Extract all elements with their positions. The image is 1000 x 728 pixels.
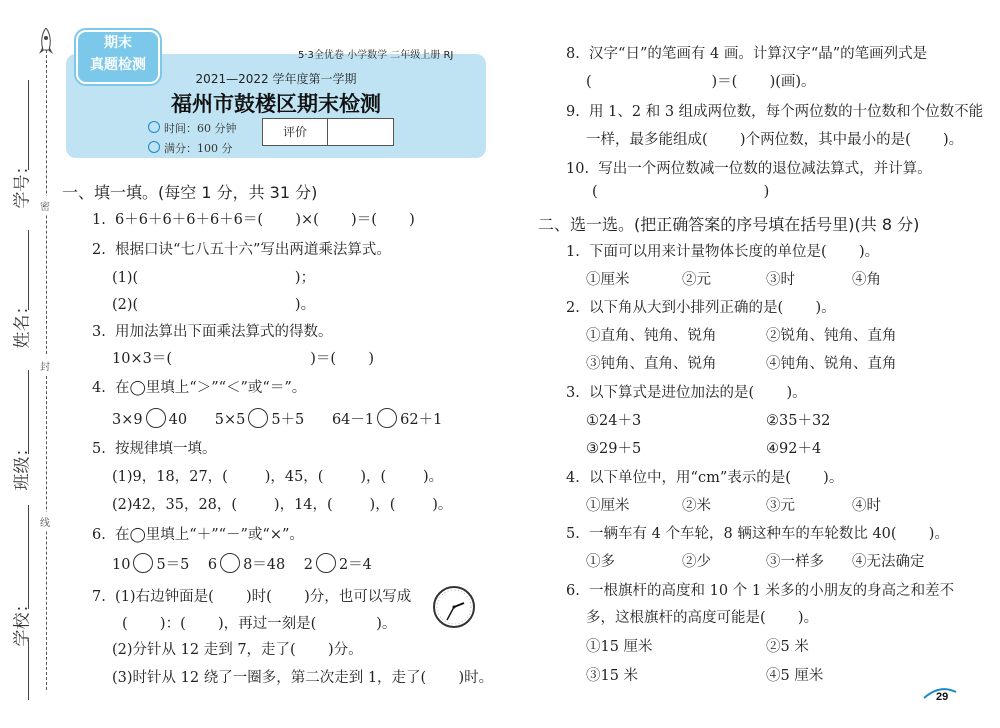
- name-label: 姓名：: [12, 297, 33, 349]
- question-6: 6. 在◯里填上“＋”“－”或“×”。: [92, 527, 304, 543]
- score-text: 满分：100 分: [164, 142, 233, 155]
- section-2-title: 二、选一选。(把正确答案的序号填在括号里)(共 8 分): [538, 215, 920, 234]
- choice-3-option-c: ③29＋5: [586, 441, 642, 457]
- evaluation-blank[interactable]: [328, 119, 393, 145]
- choice-6-option-c: ③15 米: [586, 668, 639, 684]
- choice-1-option-c: ③时: [766, 272, 795, 288]
- clock-icon: [148, 121, 160, 133]
- school-line: [28, 505, 29, 609]
- question-7-part-2: (2)分针从 12 走到 7，走了( )分。: [112, 642, 363, 658]
- q4-item-1-left: 3×9: [112, 412, 143, 428]
- choice-1-option-a: ①厘米: [586, 272, 630, 288]
- question-8-answer: ( )＝( )(画)。: [586, 74, 816, 90]
- choice-1-option-b: ②元: [682, 272, 711, 288]
- choice-4-option-d: ④时: [852, 498, 881, 514]
- q6-item-2-right: 8＝48: [243, 557, 286, 573]
- choice-2-option-d: ④钝角、锐角、直角: [766, 356, 897, 372]
- choice-2: 2. 以下角从大到小排列正确的是( )。: [566, 300, 836, 316]
- question-10-answer: ( ): [592, 184, 770, 200]
- choice-2-option-c: ③钝角、直角、锐角: [586, 356, 717, 372]
- clock-face-image: [432, 585, 476, 629]
- question-7-part-3: (3)时针从 12 绕了一圈多，第二次走到 1，走了( )时。: [112, 670, 494, 686]
- q6-item-3-right: 2＝4: [338, 557, 372, 573]
- school-line-2: [28, 640, 29, 700]
- choice-2-option-b: ②锐角、钝角、直角: [766, 328, 897, 344]
- q4-item-3-left: 64－1: [331, 412, 375, 428]
- exam-title: 福州市鼓楼区期末检测: [171, 92, 381, 116]
- question-9: 9. 用 1、2 和 3 组成两位数，每个两位数的十位数和个位数不能: [566, 104, 984, 120]
- answer-circle[interactable]: [316, 553, 336, 573]
- class-label: 班级：: [12, 439, 33, 491]
- choice-6-option-d: ④5 厘米: [766, 668, 824, 684]
- question-2-part-1: (1)( )；: [112, 270, 316, 286]
- question-5-part-1: (1)9，18，27，( )，45，( )，( )。: [112, 469, 444, 485]
- question-2-part-2: (2)( )。: [112, 297, 316, 313]
- choice-1: 1. 下面可以用来计量物体长度的单位是( )。: [566, 244, 880, 260]
- choice-5-option-c: ③一样多: [766, 554, 824, 570]
- seal-xian: 线: [40, 512, 50, 531]
- question-5: 5. 按规律填一填。: [92, 441, 217, 457]
- time-info: [148, 120, 237, 136]
- binding-margin: [0, 0, 70, 728]
- seal-feng: 封: [40, 356, 50, 375]
- time-text: 时间：60 分钟: [164, 122, 237, 135]
- q4-item-2-right: 5＋5: [271, 412, 305, 428]
- student-no-label: 学号：: [12, 157, 33, 209]
- question-1: 1. 6＋6＋6＋6＋6＋6＝( )×( )＝( ): [92, 212, 415, 228]
- choice-6: 6. 一根旗杆的高度和 10 个 1 米多的小朋友的身高之和差不: [566, 583, 955, 599]
- question-4: 4. 在◯里填上“＞”“＜”或“＝”。: [92, 380, 307, 396]
- badge-line-2: 真题检测: [90, 57, 146, 73]
- choice-1-option-d: ④角: [852, 272, 881, 288]
- check-icon: [148, 141, 160, 153]
- choice-4-option-a: ①厘米: [586, 498, 630, 514]
- choice-2-option-a: ①直角、钝角、锐角: [586, 328, 717, 344]
- class-line: [28, 370, 29, 454]
- name-line: [28, 230, 29, 310]
- choice-5-option-a: ①多: [586, 554, 615, 570]
- school-year: 2021—2022 学年度第一学期: [195, 72, 357, 86]
- answer-circle[interactable]: [133, 553, 153, 573]
- question-8: 8. 汉字“日”的笔画有 4 画。计算汉字“晶”的笔画列式是: [566, 46, 928, 62]
- q6-item-1-right: 5＝5: [156, 557, 190, 573]
- q4-item-3-right: 62＋1: [400, 412, 443, 428]
- choice-6-line-2: 多，这根旗杆的高度可能是( )。: [586, 610, 819, 626]
- choice-4: 4. 以下单位中，用“cm”表示的是( )。: [566, 470, 844, 486]
- choice-3-option-b: ②35＋32: [766, 413, 831, 429]
- section-1-title: 一、填一填。(每空 1 分，共 31 分): [62, 183, 318, 202]
- q6-item-1-left: 10: [112, 557, 131, 573]
- choice-3-option-d: ④92＋4: [766, 441, 822, 457]
- question-5-part-2: (2)42，35，28，( )，14，( )，( )。: [112, 497, 453, 513]
- answer-circle[interactable]: [377, 408, 397, 428]
- q4-item-1-right: 40: [168, 412, 188, 428]
- choice-6-option-b: ②5 米: [766, 639, 809, 655]
- student-no-line: [28, 80, 29, 170]
- choice-5-option-b: ②少: [682, 554, 711, 570]
- choice-3: 3. 以下算式是进位加法的是( )。: [566, 385, 807, 401]
- badge-line-1: 期末: [104, 35, 132, 51]
- answer-circle[interactable]: [146, 408, 166, 428]
- series-label: 5·3全优卷 小学数学 二年级上册 RJ: [298, 50, 454, 61]
- question-3-answer: 10×3＝( )＝( ): [112, 351, 374, 367]
- question-2: 2. 根据口诀“七八五十六”写出两道乘法算式。: [92, 242, 391, 258]
- choice-4-option-c: ③元: [766, 498, 795, 514]
- choice-5-option-d: ④无法确定: [852, 554, 925, 570]
- question-7-line-2: ( )：( )，再过一刻是( )。: [122, 616, 397, 632]
- question-7: 7. (1)右边钟面是( )时( )分，也可以写成: [92, 589, 412, 605]
- choice-6-option-a: ①15 厘米: [586, 639, 653, 655]
- answer-circle[interactable]: [220, 553, 240, 573]
- question-3: 3. 用加法算出下面乘法算式的得数。: [92, 324, 333, 340]
- exam-header: [66, 35, 486, 158]
- page-number: 29: [936, 691, 949, 703]
- q4-item-2-left: 5×5: [214, 412, 246, 428]
- school-label: 学校：: [12, 595, 33, 647]
- evaluation-label: 评价: [263, 119, 328, 145]
- choice-3-option-a: ①24＋3: [586, 413, 642, 429]
- q6-item-3-left: 2: [303, 557, 313, 573]
- evaluation-box: [262, 118, 394, 146]
- page-number-badge: [922, 686, 958, 704]
- question-6-items: [112, 553, 372, 574]
- question-9-line-2: 一样，最多能组成( )个两位数，其中最小的是( )。: [586, 132, 964, 148]
- choice-5: 5. 一辆车有 4 个车轮，8 辆这种车的车轮数比 40( )。: [566, 526, 949, 542]
- question-4-items: [112, 408, 442, 429]
- choice-4-option-b: ②米: [682, 498, 711, 514]
- answer-circle[interactable]: [248, 408, 268, 428]
- question-10: 10. 写出一个两位数减一位数的退位减法算式，并计算。: [566, 161, 932, 177]
- seal-mi: 密: [40, 196, 50, 215]
- score-info: [148, 140, 233, 156]
- q6-item-2-left: 6: [207, 557, 218, 573]
